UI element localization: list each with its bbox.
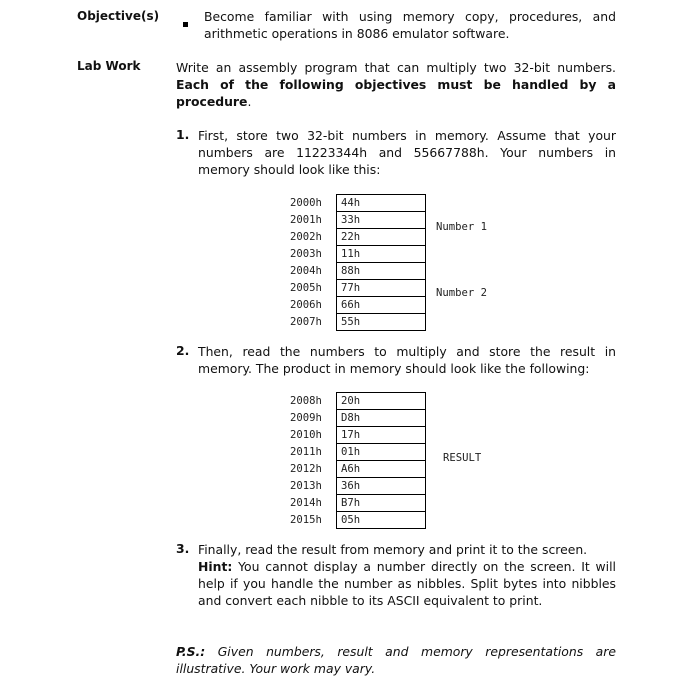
- hint-text: You cannot display a number directly on the screen. It will help if you handle the number as nibbles. Split bytes into nibbles and convert each nibble to its ASCII equivalent to print.: [198, 559, 616, 608]
- labwork-label: Lab Work: [77, 59, 141, 73]
- memory-row: [290, 229, 426, 246]
- memory-address: 2014h: [290, 497, 322, 509]
- memory-row: [290, 410, 426, 427]
- step2-text: Then, read the numbers to multiply and store the result in memory. The product in memory should look like the following:: [198, 344, 616, 376]
- memory-address: 2002h: [290, 231, 322, 243]
- ps-text: Given numbers, result and memory representations are illustrative. Your work may vary.: [176, 644, 616, 676]
- number1-label: Number 1: [436, 221, 488, 233]
- memory-row: [290, 195, 426, 212]
- memory-table-numbers: [290, 194, 426, 331]
- objectives-label: Objective(s): [77, 9, 160, 23]
- bullet-icon: [183, 15, 188, 30]
- memory-row: [290, 512, 426, 529]
- step2-number: 2.: [176, 343, 190, 358]
- memory-row: [290, 478, 426, 495]
- memory-address: 2008h: [290, 395, 322, 407]
- number2-label: Number 2: [436, 287, 488, 299]
- memory-address: 2001h: [290, 214, 322, 226]
- memory-value: 88h: [337, 263, 426, 280]
- memory-row: [290, 427, 426, 444]
- memory-value: A6h: [337, 461, 426, 478]
- labwork-intro-text: Write an assembly program that can multiply two 32-bit numbers.: [176, 60, 616, 75]
- memory-row: [290, 297, 426, 314]
- memory-value: 66h: [337, 297, 426, 314]
- memory-address: 2015h: [290, 514, 322, 526]
- result-label: RESULT: [443, 452, 482, 464]
- memory-value: 20h: [337, 393, 426, 410]
- step3-text: Finally, read the result from memory and print it to the screen.: [198, 542, 588, 557]
- memory-value: 33h: [337, 212, 426, 229]
- step3-number: 3.: [176, 541, 190, 556]
- memory-value: 22h: [337, 229, 426, 246]
- memory-value: 17h: [337, 427, 426, 444]
- memory-address: 2011h: [290, 446, 322, 458]
- memory-row: [290, 444, 426, 461]
- memory-value: 44h: [337, 195, 426, 212]
- memory-row: [290, 495, 426, 512]
- memory-table-result: [290, 392, 426, 529]
- hint-label: Hint:: [198, 559, 233, 574]
- memory-value: D8h: [337, 410, 426, 427]
- memory-address: 2006h: [290, 299, 322, 311]
- memory-address: 2003h: [290, 248, 322, 260]
- labwork-intro-bold: Each of the following objectives must be handled by a procedure: [176, 77, 616, 109]
- labwork-intro: [176, 59, 616, 110]
- memory-address: 2010h: [290, 429, 322, 441]
- memory-address: 2000h: [290, 197, 322, 209]
- memory-row: [290, 280, 426, 297]
- memory-row: [290, 461, 426, 478]
- step1-number: 1.: [176, 127, 190, 142]
- ps-note: [176, 643, 616, 677]
- memory-row: [290, 393, 426, 410]
- memory-row: [290, 212, 426, 229]
- memory-address: 2009h: [290, 412, 322, 424]
- memory-address: 2005h: [290, 282, 322, 294]
- labwork-intro-end: .: [247, 94, 252, 109]
- memory-value: 11h: [337, 246, 426, 263]
- memory-value: 77h: [337, 280, 426, 297]
- memory-value: 01h: [337, 444, 426, 461]
- memory-value: 36h: [337, 478, 426, 495]
- step1-text: First, store two 32-bit numbers in memory. Assume that your numbers are 11223344h and 55667788h. Your numbers in memory should look like this:: [198, 128, 616, 177]
- memory-value: B7h: [337, 495, 426, 512]
- memory-address: 2004h: [290, 265, 322, 277]
- memory-row: [290, 263, 426, 280]
- memory-row: [290, 314, 426, 331]
- memory-row: [290, 246, 426, 263]
- memory-address: 2012h: [290, 463, 322, 475]
- ps-label: P.S.:: [176, 644, 206, 659]
- objectives-text: Become familiar with using memory copy, procedures, and arithmetic operations in 8086 emulator software.: [204, 9, 616, 41]
- memory-value: 05h: [337, 512, 426, 529]
- memory-address: 2013h: [290, 480, 322, 492]
- memory-address: 2007h: [290, 316, 322, 328]
- step3-body: [198, 541, 616, 609]
- memory-value: 55h: [337, 314, 426, 331]
